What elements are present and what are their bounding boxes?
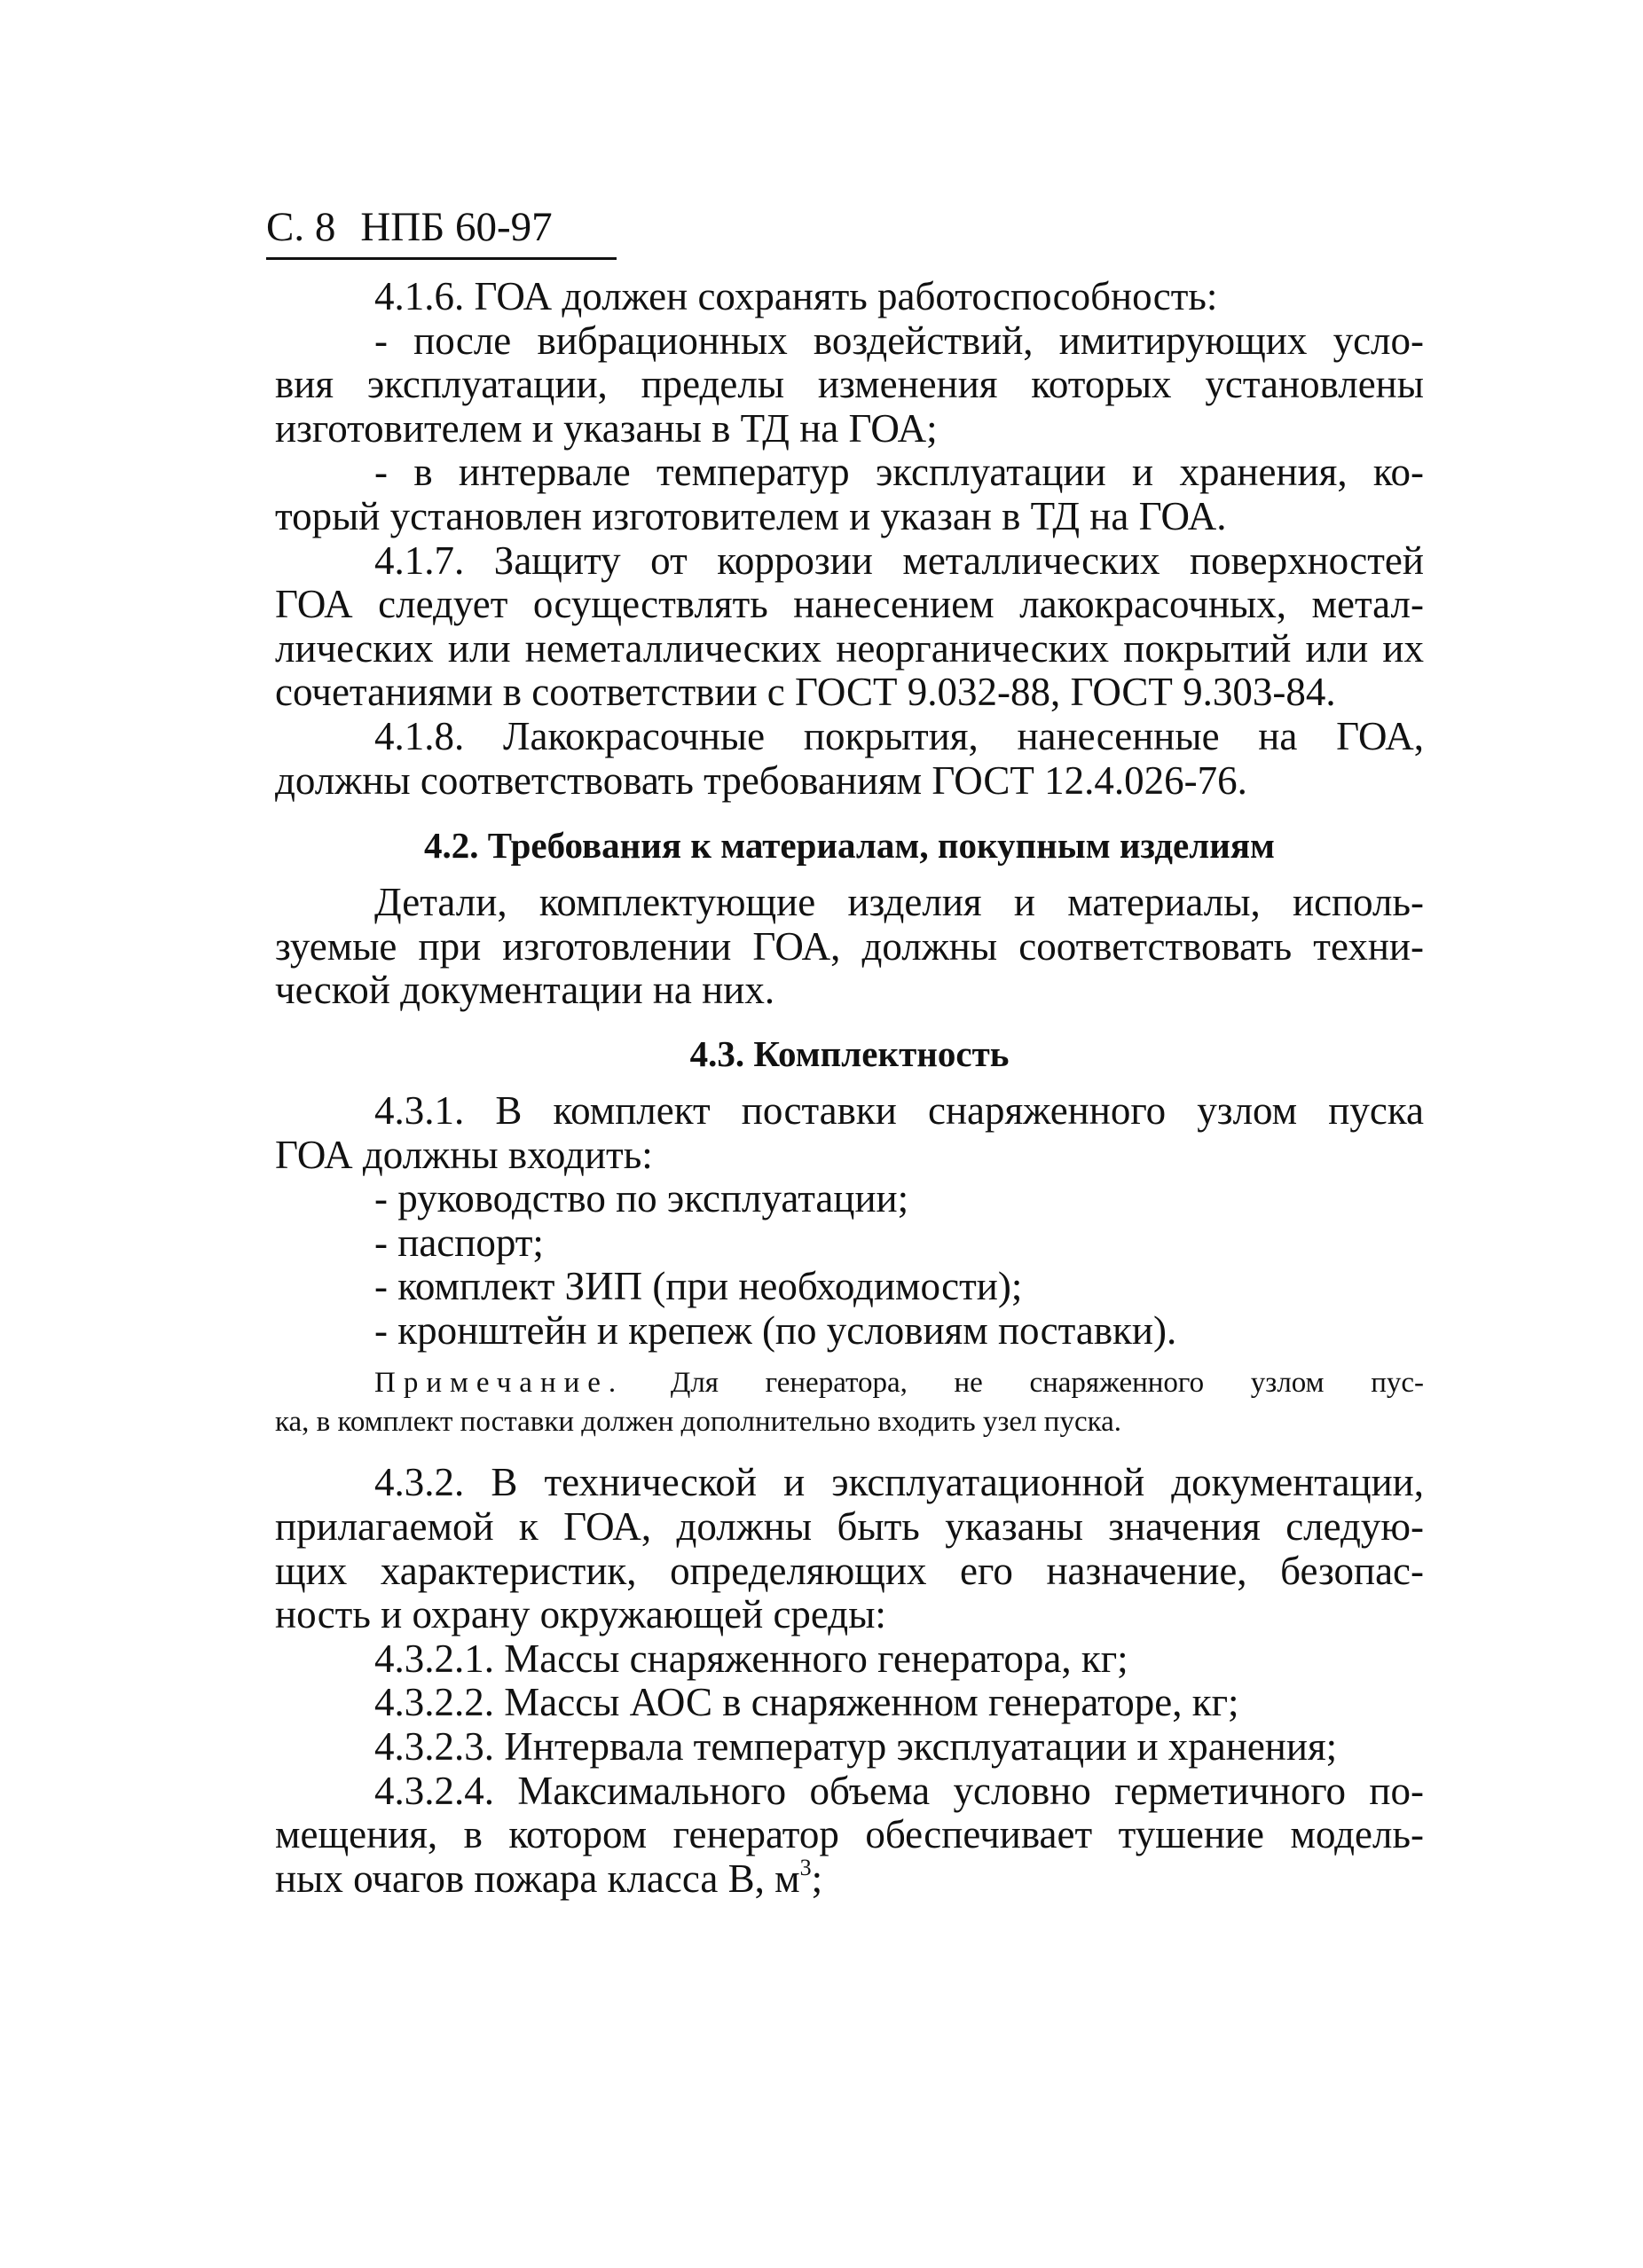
section-4-2-line-3: ческой документации на них.	[275, 968, 775, 1013]
clause-4-3-2-4-line-2: мещения, в котором генератор обеспечивает тушение модель-	[275, 1812, 1424, 1857]
document-body	[275, 275, 1424, 1901]
clause-4-3-2-4-line-1: 4.3.2.4. Максимального объема условно герметичного по-	[374, 1768, 1424, 1813]
clause-4-1-8-line-2: должны соответствовать требованиям ГОСТ 12.4.026-76.	[275, 757, 1247, 803]
page-number: С. 8	[266, 204, 336, 250]
clause-4-1-6-line-3: вия эксплуатации, пределы изменения которых установлены	[275, 362, 1424, 407]
clause-4-1-7-line-2: ГОА следует осуществлять нанесением лакокрасочных, метал-	[275, 582, 1424, 627]
note-text: Для генератора, не снаряженного узлом пус-	[670, 1367, 1424, 1400]
note	[275, 1363, 1424, 1441]
clause-4-1-6-line-4: изготовителем и указаны в ТД на ГОА;	[275, 405, 938, 451]
clause-4-1-6-line-5: - в интервале температур эксплуатации и хранения, ко-	[374, 450, 1424, 495]
note-line-2: ка, в комплект поставки должен дополнительно входить узел пуска.	[275, 1406, 1122, 1439]
clause-4-1-8-line-1: 4.1.8. Лакокрасочные покрытия, нанесенные на ГОА,	[374, 713, 1424, 758]
list-item: - паспорт;	[374, 1220, 544, 1265]
clause-4-3-1-line-1: 4.3.1. В комплект поставки снаряженного узлом пуска	[374, 1087, 1424, 1133]
clause-4-3-2-line-1: 4.3.2. В технической и эксплуатационной документации,	[374, 1460, 1424, 1505]
section-4-2-line-1: Детали, комплектующие изделия и материалы, исполь-	[374, 880, 1424, 925]
clause-4-3-2-1: 4.3.2.1. Массы снаряженного генератора, кг;	[374, 1636, 1128, 1681]
clause-4-3-2-line-4: ность и охрану окружающей среды:	[275, 1592, 886, 1637]
list-item: - руководство по эксплуатации;	[374, 1176, 909, 1221]
clause-4-3-1-line-2: ГОА должны входить:	[275, 1132, 653, 1177]
list-item: - кронштейн и крепеж (по условиям поставки).	[374, 1307, 1177, 1353]
clause-4-1-6-line-2: - после вибрационных воздействий, имитирующих усло-	[374, 318, 1424, 363]
clause-4-3-2-4-end: ;	[811, 1856, 823, 1901]
document-code: НПБ 60-97	[360, 204, 553, 250]
clause-4-3-2-4-text: ных очагов пожара класса В, м	[275, 1856, 800, 1901]
clause-4-1-6-line-1: 4.1.6. ГОА должен сохранять работоспособность:	[374, 274, 1218, 318]
note-line-1	[275, 1363, 1424, 1402]
clause-4-3-2-3: 4.3.2.3. Интервала температур эксплуатации и хранения;	[374, 1724, 1338, 1770]
clause-4-1-7-line-3: лических или неметаллических неорганических покрытий или их	[275, 625, 1424, 671]
clause-4-3-2-2: 4.3.2.2. Массы АОС в снаряженном генераторе, кг;	[374, 1680, 1239, 1725]
section-4-2-line-2: зуемые при изготовлении ГОА, должны соответствовать техни-	[275, 923, 1424, 969]
clause-4-3-2-line-2: прилагаемой к ГОА, должны быть указаны значения следую-	[275, 1504, 1424, 1550]
section-heading-4-3: 4.3. Комплектность	[689, 1032, 1010, 1074]
clause-4-3-2-line-3: щих характеристик, определяющих его назначение, безопас-	[275, 1548, 1424, 1593]
section-heading-4-2: 4.2. Требования к материалам, покупным изделиям	[424, 825, 1275, 867]
note-label: Примечание.	[374, 1367, 625, 1400]
list-item: - комплект ЗИП (при необходимости);	[374, 1264, 1023, 1309]
header-rule	[266, 257, 617, 260]
running-header	[266, 202, 553, 252]
cubic-exponent: 3	[799, 1854, 812, 1880]
clause-4-3-2-4-line-3	[275, 1854, 1424, 1902]
clause-4-1-7-line-1: 4.1.7. Защиту от коррозии металлических поверхностей	[374, 538, 1424, 583]
clause-4-1-6-line-6: торый установлен изготовителем и указан в ТД на ГОА.	[275, 493, 1227, 538]
clause-4-1-7-line-4: сочетаниями в соответствии с ГОСТ 9.032-88, ГОСТ 9.303-84.	[275, 670, 1336, 715]
